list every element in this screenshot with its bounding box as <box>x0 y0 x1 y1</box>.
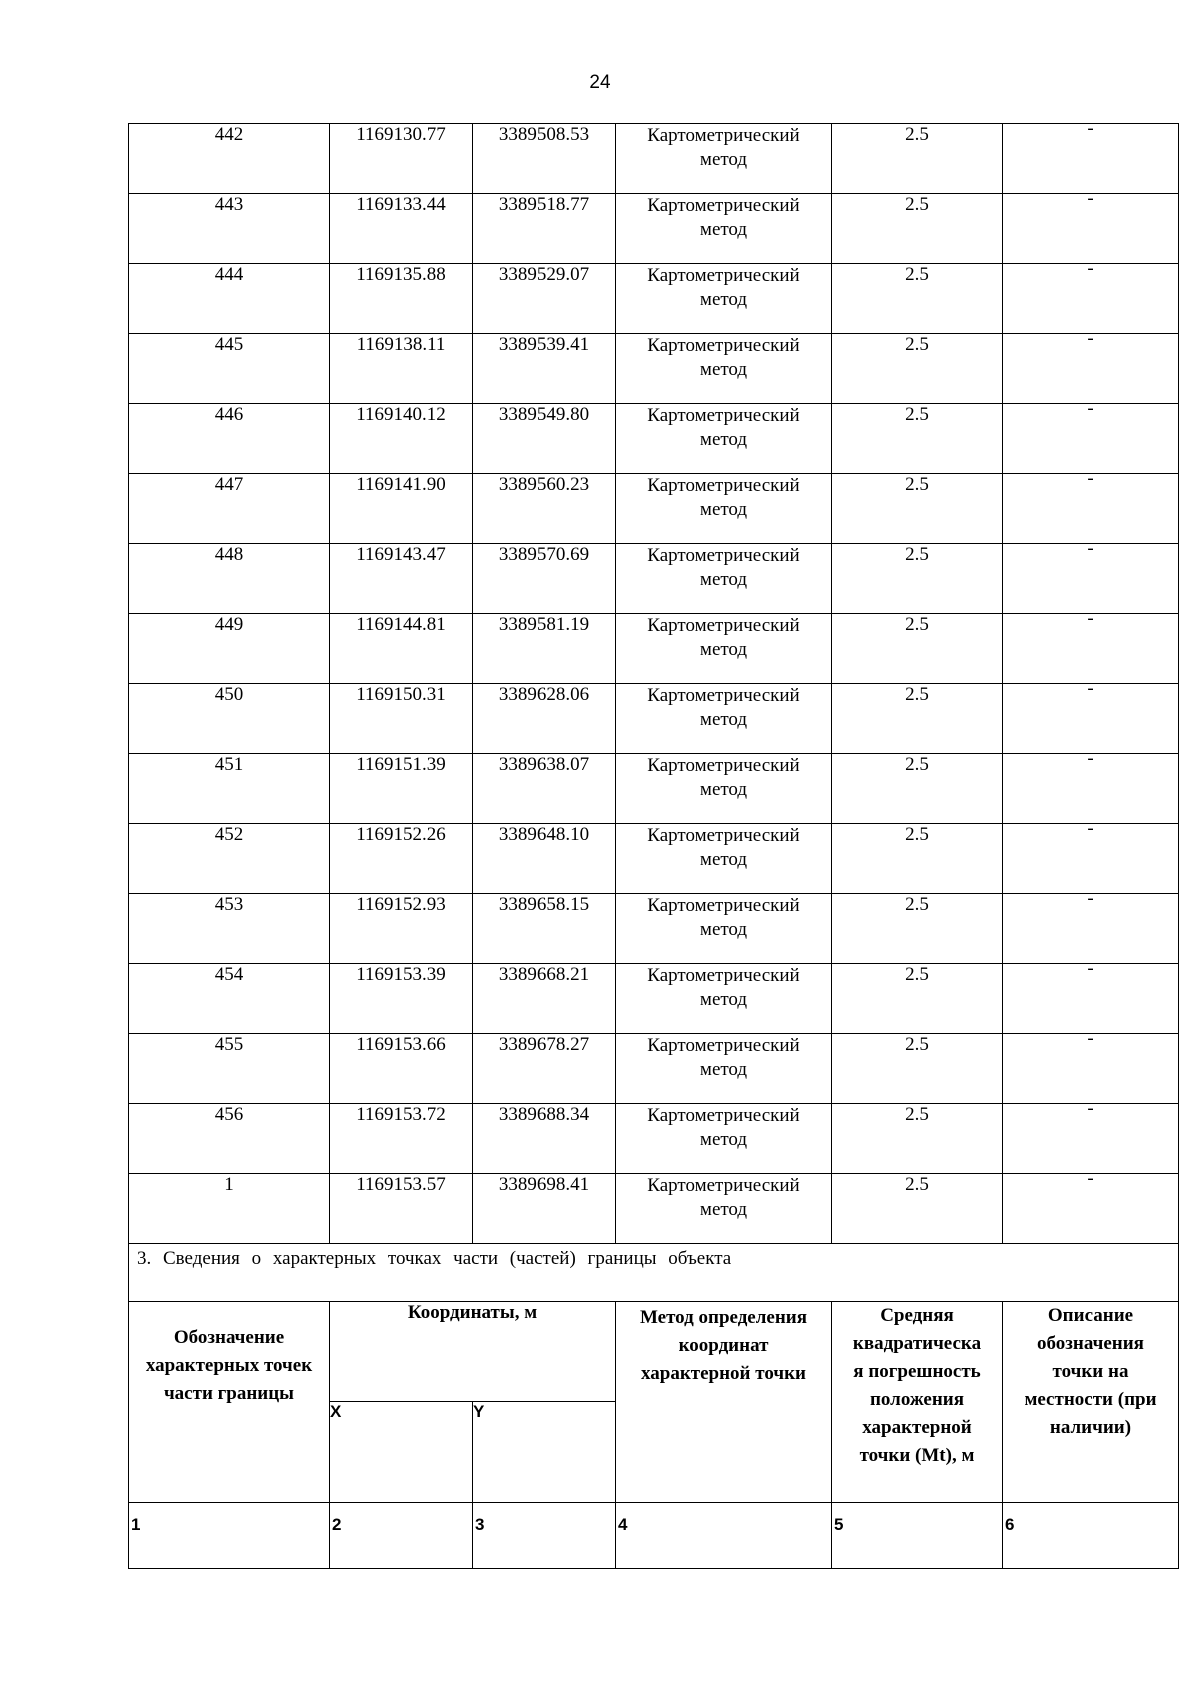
method-line-2: метод <box>699 1199 748 1220</box>
method-line-2: метод <box>699 779 748 800</box>
method-line-2: метод <box>699 1129 748 1150</box>
header-point-line-1: Обозначение <box>173 1327 285 1348</box>
x-coordinate-cell: 1169153.57 <box>330 1174 473 1244</box>
y-coordinate-cell: 3389570.69 <box>473 544 616 614</box>
x-coordinate-cell: 1169133.44 <box>330 194 473 264</box>
point-id-cell: 455 <box>129 1034 330 1104</box>
y-coordinate-cell: 3389508.53 <box>473 124 616 194</box>
method-line-1: Картометрический <box>647 475 800 496</box>
section-3-title: 3. Сведения о характерных точках части (частей) границы объекта <box>137 1248 732 1269</box>
error-cell: 2.5 <box>832 1174 1003 1244</box>
description-cell <box>1003 1098 1179 1174</box>
error-cell: 2.5 <box>832 754 1003 824</box>
error-cell: 2.5 <box>832 614 1003 684</box>
point-id-cell: 456 <box>129 1104 330 1174</box>
point-id-cell: 451 <box>129 754 330 824</box>
description-cell <box>1003 958 1179 1034</box>
description-value: - <box>1087 188 1094 209</box>
description-value: - <box>1087 958 1094 979</box>
header-error-line-3: я погрешность <box>853 1361 981 1382</box>
header-x: X <box>330 1402 473 1503</box>
column-number: 3 <box>473 1503 616 1569</box>
table-row <box>129 1104 1179 1174</box>
method-line-1: Картометрический <box>647 405 800 426</box>
method-line-1: Картометрический <box>647 755 800 776</box>
header-point-line-2: характерных точек <box>145 1355 313 1376</box>
method-line-1: Картометрический <box>647 685 800 706</box>
error-cell: 2.5 <box>832 1104 1003 1174</box>
header-row-top <box>129 1302 1179 1402</box>
description-value: - <box>1087 748 1094 769</box>
description-value: - <box>1087 1098 1094 1119</box>
y-coordinate-cell: 3389678.27 <box>473 1034 616 1104</box>
point-id-cell: 449 <box>129 614 330 684</box>
x-coordinate-cell: 1169150.31 <box>330 684 473 754</box>
description-cell <box>1003 888 1179 964</box>
table-row <box>129 404 1179 474</box>
y-coordinate-cell: 3389698.41 <box>473 1174 616 1244</box>
table-row <box>129 124 1179 194</box>
method-line-2: метод <box>699 919 748 940</box>
description-cell <box>1003 678 1179 754</box>
description-value: - <box>1087 118 1094 139</box>
point-id-cell: 452 <box>129 824 330 894</box>
error-cell: 2.5 <box>832 124 1003 194</box>
method-line-2: метод <box>699 639 748 660</box>
method-line-2: метод <box>699 709 748 730</box>
header-method-line-2: координат <box>678 1335 769 1356</box>
header-mean-error <box>832 1302 1003 1503</box>
point-id-cell: 444 <box>129 264 330 334</box>
method-line-1: Картометрический <box>647 545 800 566</box>
description-cell <box>1003 118 1179 194</box>
method-cell <box>616 264 832 334</box>
point-id-cell: 442 <box>129 124 330 194</box>
description-cell <box>1003 818 1179 894</box>
point-id-cell: 453 <box>129 894 330 964</box>
y-coordinate-cell: 3389648.10 <box>473 824 616 894</box>
header-error-line-6: точки (Mt), м <box>859 1445 975 1466</box>
header-desc-line-5: наличии) <box>1049 1417 1132 1438</box>
x-coordinate-cell: 1169153.39 <box>330 964 473 1034</box>
table-row <box>129 334 1179 404</box>
header-desc-line-1: Описание <box>1047 1305 1134 1326</box>
error-cell: 2.5 <box>832 1034 1003 1104</box>
table-row <box>129 964 1179 1034</box>
method-line-2: метод <box>699 289 748 310</box>
x-coordinate-cell: 1169151.39 <box>330 754 473 824</box>
description-value: - <box>1087 328 1094 349</box>
method-line-2: метод <box>699 569 748 590</box>
description-cell <box>1003 258 1179 334</box>
method-line-2: метод <box>699 499 748 520</box>
header-error-line-5: характерной <box>862 1417 972 1438</box>
header-method-line-1: Метод определения <box>639 1307 808 1328</box>
header-method-line-3: характерной точки <box>641 1363 806 1384</box>
description-cell <box>1003 468 1179 544</box>
description-cell <box>1003 538 1179 614</box>
method-line-1: Картометрический <box>647 965 800 986</box>
method-line-2: метод <box>699 1059 748 1080</box>
point-id-cell: 443 <box>129 194 330 264</box>
point-id-cell: 446 <box>129 404 330 474</box>
y-coordinate-cell: 3389539.41 <box>473 334 616 404</box>
description-cell <box>1003 748 1179 824</box>
method-line-1: Картометрический <box>647 1035 800 1056</box>
section-3-title-row <box>129 1244 1179 1302</box>
method-cell <box>616 124 832 194</box>
method-cell <box>616 474 832 544</box>
column-number: 6 <box>1003 1503 1179 1569</box>
error-cell: 2.5 <box>832 404 1003 474</box>
header-description <box>1003 1302 1179 1503</box>
header-error-line-4: положения <box>869 1389 965 1410</box>
description-cell <box>1003 1168 1179 1244</box>
table-row <box>129 894 1179 964</box>
table-row <box>129 544 1179 614</box>
header-coordinates: Координаты, м <box>330 1302 616 1402</box>
point-id-cell: 447 <box>129 474 330 544</box>
error-cell: 2.5 <box>832 264 1003 334</box>
method-cell <box>616 1104 832 1174</box>
x-coordinate-cell: 1169135.88 <box>330 264 473 334</box>
method-cell <box>616 334 832 404</box>
method-cell <box>616 754 832 824</box>
method-line-1: Картометрический <box>647 895 800 916</box>
method-line-1: Картометрический <box>647 1175 800 1196</box>
header-desc-line-4: местности (при <box>1024 1389 1157 1410</box>
y-coordinate-cell: 3389549.80 <box>473 404 616 474</box>
table-row <box>129 474 1179 544</box>
description-cell <box>1003 1028 1179 1104</box>
method-line-1: Картометрический <box>647 825 800 846</box>
x-coordinate-cell: 1169143.47 <box>330 544 473 614</box>
point-id-cell: 450 <box>129 684 330 754</box>
x-coordinate-cell: 1169141.90 <box>330 474 473 544</box>
description-value: - <box>1087 538 1094 559</box>
method-line-1: Картометрический <box>647 195 800 216</box>
y-coordinate-cell: 3389688.34 <box>473 1104 616 1174</box>
method-line-1: Картометрический <box>647 1105 800 1126</box>
error-cell: 2.5 <box>832 894 1003 964</box>
error-cell: 2.5 <box>832 194 1003 264</box>
header-desc-line-2: обозначения <box>1037 1333 1144 1354</box>
point-id-cell: 445 <box>129 334 330 404</box>
method-line-1: Картометрический <box>647 265 800 286</box>
method-line-2: метод <box>699 989 748 1010</box>
method-line-1: Картометрический <box>647 615 800 636</box>
description-value: - <box>1087 258 1094 279</box>
description-value: - <box>1087 678 1094 699</box>
method-line-1: Картометрический <box>647 335 800 356</box>
method-line-2: метод <box>699 149 748 170</box>
description-value: - <box>1087 468 1094 489</box>
header-error-line-2: квадратическа <box>852 1333 982 1354</box>
table-row <box>129 754 1179 824</box>
method-line-2: метод <box>699 359 748 380</box>
header-y: Y <box>473 1402 616 1503</box>
x-coordinate-cell: 1169153.72 <box>330 1104 473 1174</box>
description-cell <box>1003 398 1179 474</box>
column-number: 5 <box>832 1503 1003 1569</box>
method-line-2: метод <box>699 219 748 240</box>
table-row <box>129 194 1179 264</box>
x-coordinate-cell: 1169130.77 <box>330 124 473 194</box>
method-cell <box>616 1174 832 1244</box>
method-cell <box>616 194 832 264</box>
y-coordinate-cell: 3389668.21 <box>473 964 616 1034</box>
point-id-cell: 1 <box>129 1174 330 1244</box>
x-coordinate-cell: 1169152.26 <box>330 824 473 894</box>
method-line-2: метод <box>699 849 748 870</box>
header-point-designation <box>129 1302 330 1503</box>
y-coordinate-cell: 3389560.23 <box>473 474 616 544</box>
point-id-cell: 454 <box>129 964 330 1034</box>
error-cell: 2.5 <box>832 544 1003 614</box>
x-coordinate-cell: 1169152.93 <box>330 894 473 964</box>
y-coordinate-cell: 3389658.15 <box>473 894 616 964</box>
x-coordinate-cell: 1169138.11 <box>330 334 473 404</box>
description-value: - <box>1087 1028 1094 1049</box>
method-cell <box>616 404 832 474</box>
method-cell <box>616 1034 832 1104</box>
description-cell <box>1003 188 1179 264</box>
description-value: - <box>1087 818 1094 839</box>
description-value: - <box>1087 1168 1094 1189</box>
point-id-cell: 448 <box>129 544 330 614</box>
error-cell: 2.5 <box>832 964 1003 1034</box>
boundary-points-table <box>128 118 1179 1569</box>
column-number: 2 <box>330 1503 473 1569</box>
table-row <box>129 614 1179 684</box>
header-point-line-3: части границы <box>163 1383 295 1404</box>
header-method <box>616 1302 832 1503</box>
method-cell <box>616 964 832 1034</box>
method-line-1: Картометрический <box>647 125 800 146</box>
method-cell <box>616 824 832 894</box>
section-3-title-cell <box>129 1244 1179 1302</box>
description-value: - <box>1087 608 1094 629</box>
description-value: - <box>1087 398 1094 419</box>
method-cell <box>616 544 832 614</box>
y-coordinate-cell: 3389529.07 <box>473 264 616 334</box>
y-coordinate-cell: 3389638.07 <box>473 754 616 824</box>
header-error-line-1: Средняя <box>880 1305 954 1326</box>
column-number: 1 <box>129 1503 330 1569</box>
table-row <box>129 824 1179 894</box>
error-cell: 2.5 <box>832 684 1003 754</box>
table-body <box>129 118 1179 1244</box>
y-coordinate-cell: 3389518.77 <box>473 194 616 264</box>
x-coordinate-cell: 1169144.81 <box>330 614 473 684</box>
table-row <box>129 1034 1179 1104</box>
column-number-row <box>129 1503 1179 1569</box>
header-desc-line-3: точки на <box>1052 1361 1129 1382</box>
y-coordinate-cell: 3389628.06 <box>473 684 616 754</box>
page-number: 24 <box>589 72 611 93</box>
method-line-2: метод <box>699 429 748 450</box>
error-cell: 2.5 <box>832 824 1003 894</box>
table-row <box>129 684 1179 754</box>
column-number: 4 <box>616 1503 832 1569</box>
table-row <box>129 1174 1179 1244</box>
y-coordinate-cell: 3389581.19 <box>473 614 616 684</box>
x-coordinate-cell: 1169153.66 <box>330 1034 473 1104</box>
description-cell <box>1003 608 1179 684</box>
x-coordinate-cell: 1169140.12 <box>330 404 473 474</box>
section-3 <box>129 1244 1179 1569</box>
table-row <box>129 264 1179 334</box>
method-cell <box>616 614 832 684</box>
error-cell: 2.5 <box>832 334 1003 404</box>
description-value: - <box>1087 888 1094 909</box>
method-cell <box>616 894 832 964</box>
error-cell: 2.5 <box>832 474 1003 544</box>
method-cell <box>616 684 832 754</box>
description-cell <box>1003 328 1179 404</box>
